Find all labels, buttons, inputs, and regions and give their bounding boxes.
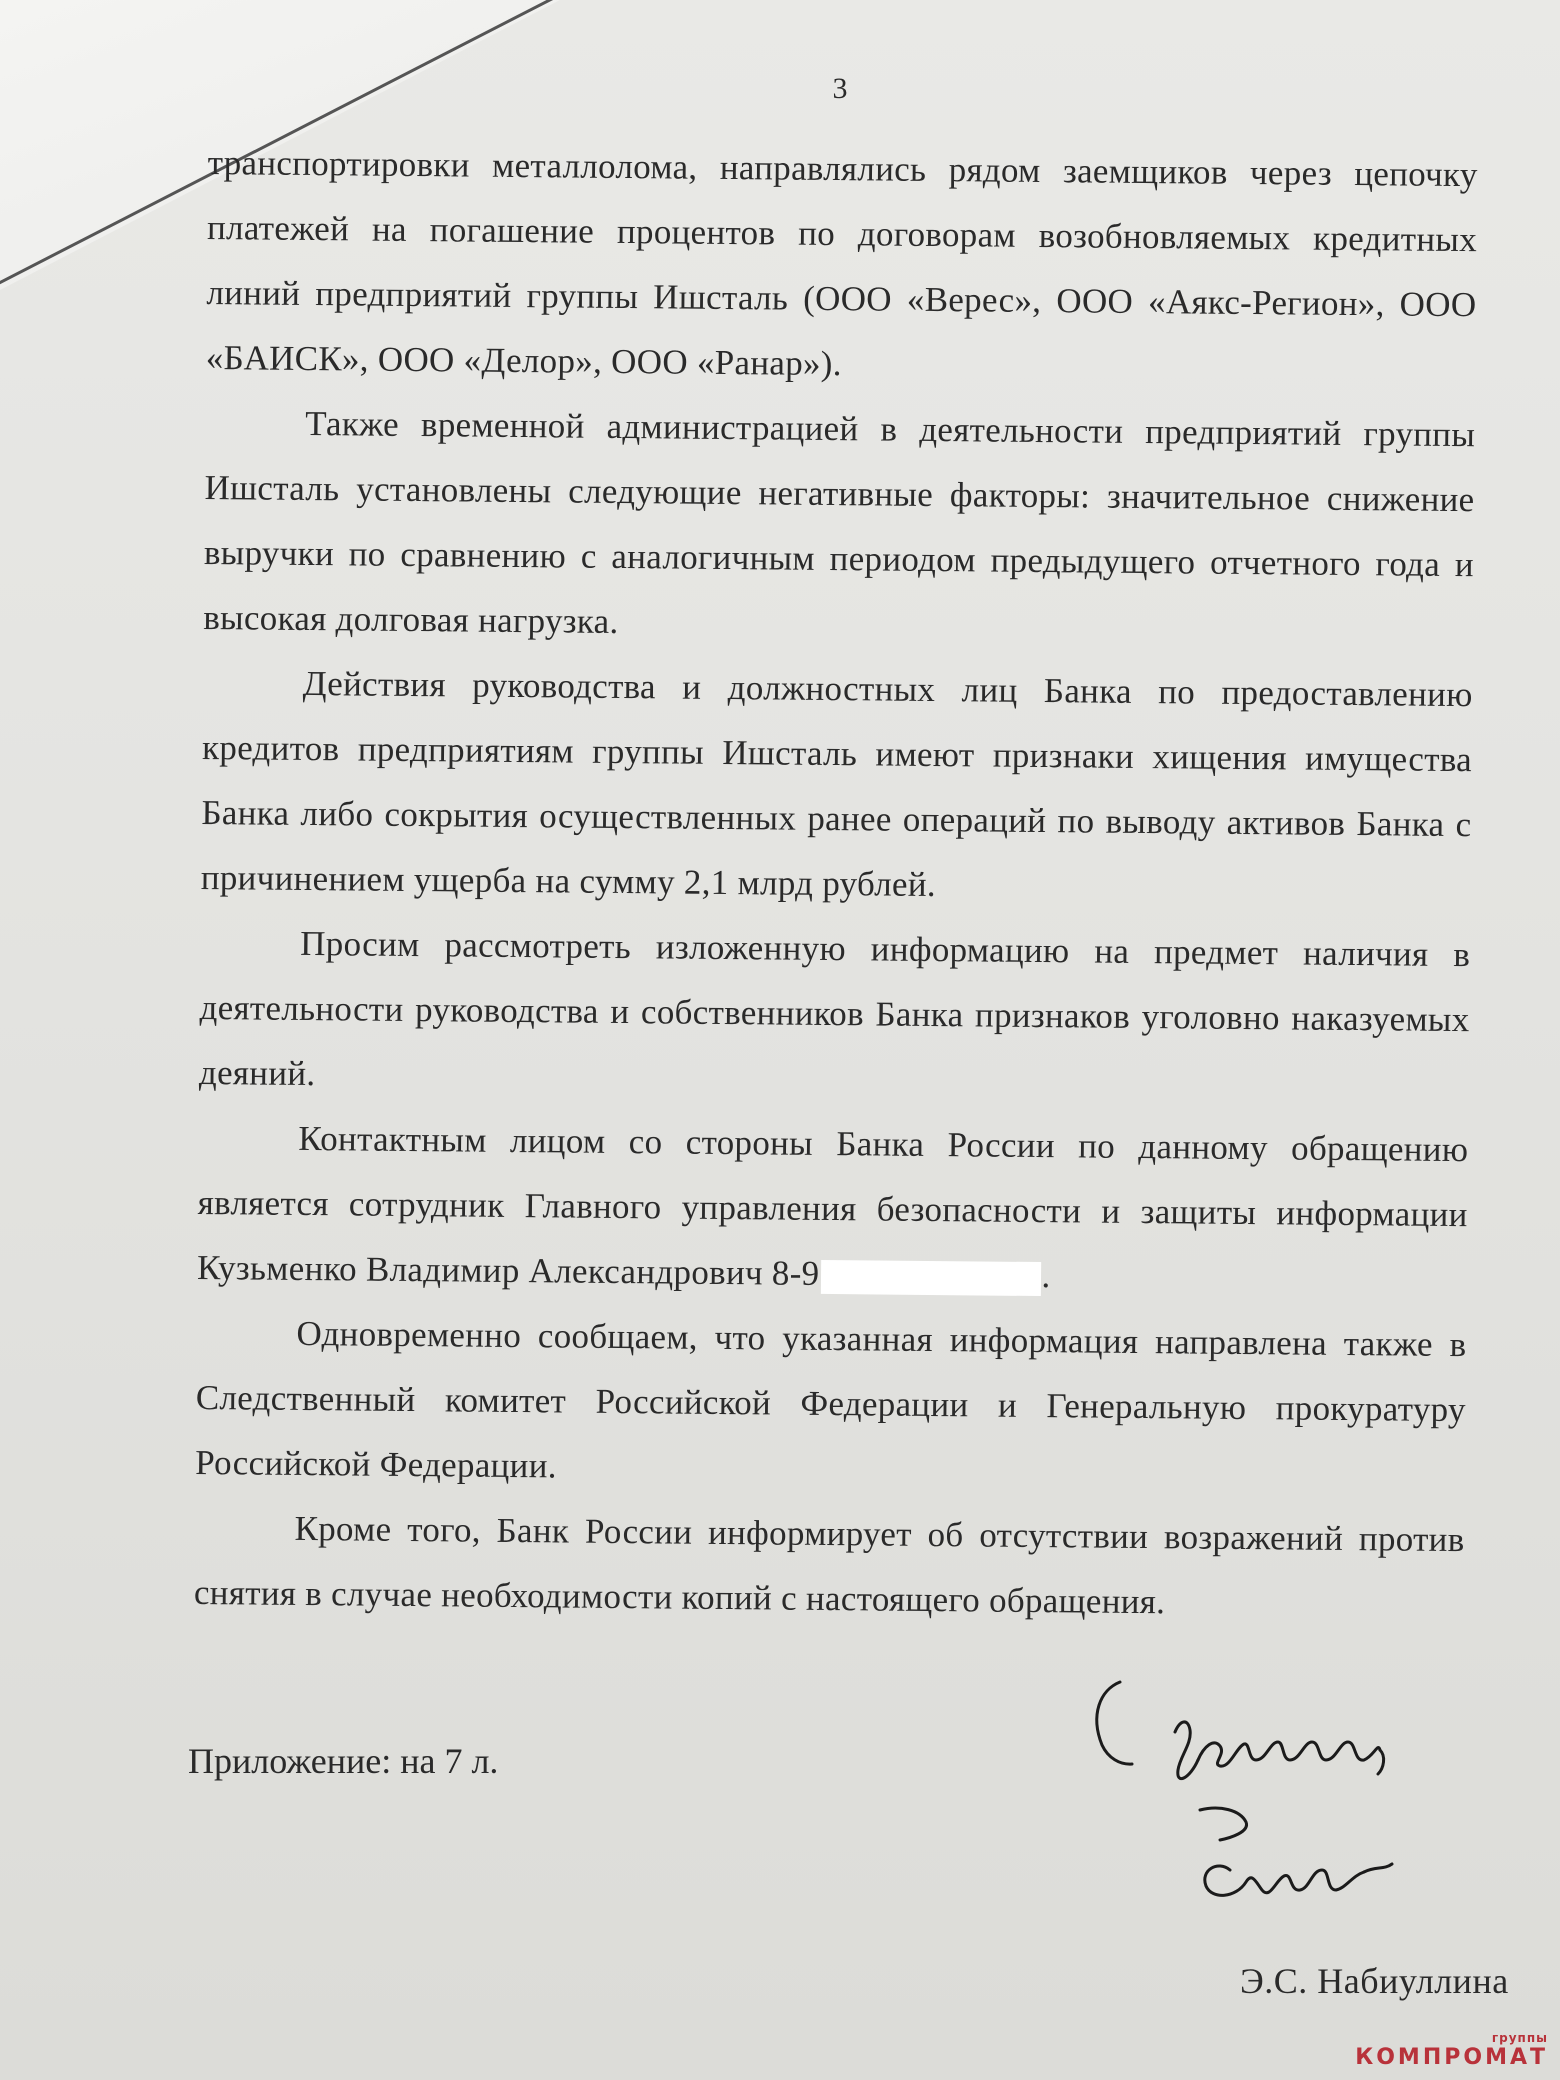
paragraph-simultaneous: Одновременно сообщаем, что указанная информация направлена также в Следственный комитет Российской Федерации и Генеральную прокуратуру Российской Федерации. (195, 1313, 1467, 1486)
paragraph-continuation: транспортировки металлолома, направлялись рядом заемщиков через цепочку платежей на погашение процентов по договорам возобновляемых кредитных линий предприятий группы Ишсталь (ООО «Верес», ООО «Аякс-Регион», ООО «БАИСК», ООО «Делор», ООО «Ранар»). (205, 142, 1478, 384)
page-number: 3 (832, 72, 848, 105)
contact-text: Контактным лицом со стороны Банка России по данному обращению является сотрудник Главного управления безопасности и защиты информации Кузьменко Владимир Александрович 8-9 (196, 1118, 1469, 1293)
paragraph-no-objection: Кроме того, Банк России информирует об отсутствии возражений против снятия в случае необходимости копий с настоящего обращения. (193, 1508, 1465, 1622)
attachment-note: Приложение: на 7 л. (188, 1741, 499, 1781)
watermark-logo (1355, 2031, 1548, 2070)
signer-name: Э.С. Набиуллина (1240, 1961, 1509, 2001)
contact-end: . (1041, 1256, 1051, 1296)
letter-body (194, 130, 1478, 1637)
watermark-small: группы (1491, 2031, 1548, 2045)
paragraph-contact (197, 1105, 1469, 1312)
redaction-box (821, 1260, 1041, 1296)
watermark-text: КОМПРОМАТ (1355, 2045, 1548, 2070)
handwritten-signature (1080, 1660, 1460, 1960)
paragraph-negative-factors: Также временной администрацией в деятельности предприятий группы Ишсталь установлены следующие негативные факторы: значительное снижение выручки по сравнению с аналогичным периодом предыдущего отчетного года и высокая долговая нагрузка. (203, 403, 1476, 641)
paragraph-request: Просим рассмотреть изложенную информацию на предмет наличия в деятельности руководства и собственников Банка признаков уголовно наказуемых деяний. (198, 923, 1471, 1094)
paragraph-actions: Действия руководства и должностных лиц Банка по предоставлению кредитов предприятиям группы Ишсталь имеют признаки хищения имущества Банка либо сокрытия осуществленных ранее операций по выводу активов Банка с причинением ущерба на сумму 2,1 млрд рублей. (200, 663, 1473, 905)
